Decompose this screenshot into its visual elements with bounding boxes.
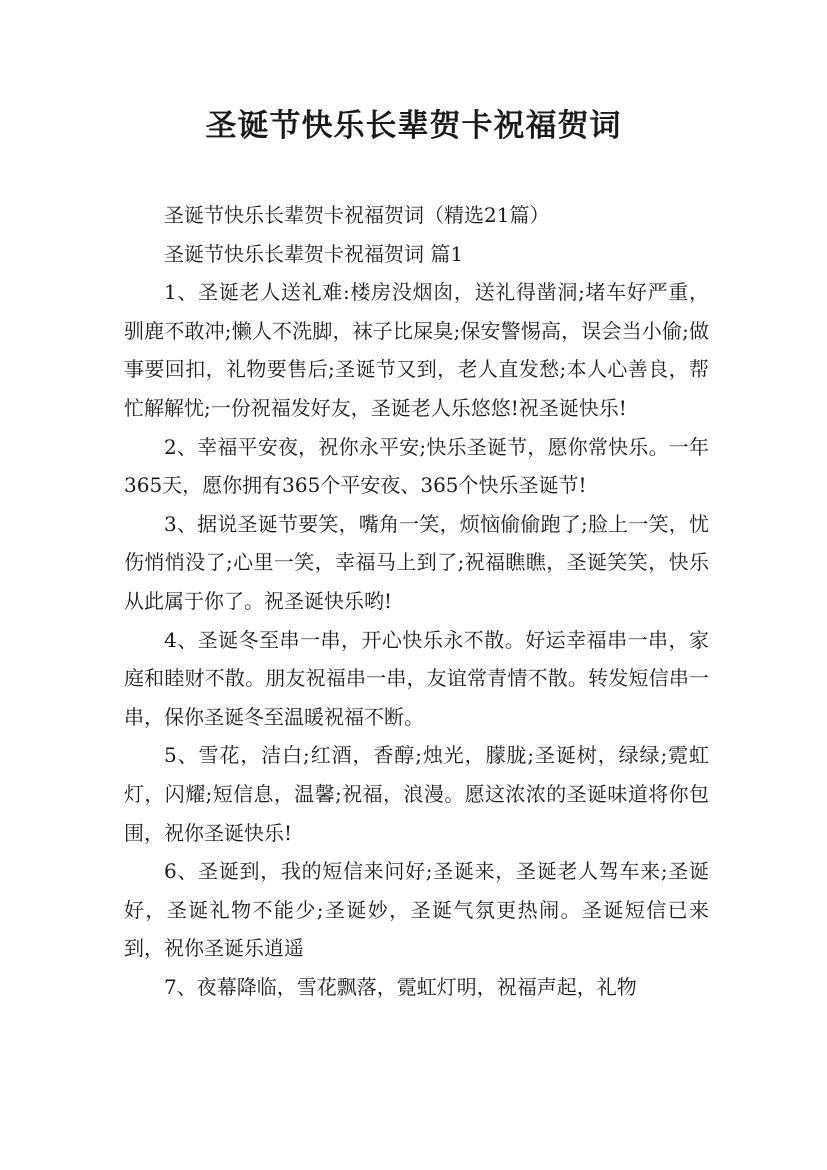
paragraph-4: 4、圣诞冬至串一串，开心快乐永不散。好运幸福串一串，家庭和睦财不散。朋友祝福串一串，友谊常青情不散。转发短信串一串，保你圣诞冬至温暖祝福不断。 bbox=[124, 627, 709, 729]
document-body bbox=[124, 196, 709, 1006]
section-heading: 圣诞节快乐长辈贺卡祝福贺词 篇1 bbox=[164, 241, 464, 266]
paragraph-2: 2、幸福平安夜，祝你永平安;快乐圣诞节，愿你常快乐。一年365天，愿你拥有365个平安夜、365个快乐圣诞节! bbox=[124, 434, 709, 498]
paragraph-5: 5、雪花，洁白;红酒，香醇;烛光，朦胧;圣诞树，绿绿;霓虹灯，闪耀;短信息，温馨;祝福，浪漫。愿这浓浓的圣诞味道将你包围，祝你圣诞快乐! bbox=[124, 743, 709, 845]
document-subtitle: 圣诞节快乐长辈贺卡祝福贺词（精选21篇） bbox=[164, 203, 550, 227]
paragraph-1: 1、圣诞老人送礼难:楼房没烟囱，送礼得凿洞;堵车好严重，驯鹿不敢冲;懒人不洗脚，袜子比屎臭;保安警惕高，误会当小偷;做事要回扣，礼物要售后;圣诞节又到，老人直发愁;本人心善良，帮忙解解忧;一份祝福发好友，圣诞老人乐悠悠!祝圣诞快乐! bbox=[124, 280, 709, 420]
paragraph-6: 6、圣诞到，我的短信来问好;圣诞来，圣诞老人驾车来;圣诞好，圣诞礼物不能少;圣诞妙，圣诞气氛更热闹。圣诞短信已来到，祝你圣诞乐逍遥 bbox=[124, 859, 709, 961]
document-title: 圣诞节快乐长辈贺卡祝福贺词 bbox=[205, 108, 622, 144]
paragraph-3: 3、据说圣诞节要笑，嘴角一笑，烦恼偷偷跑了;脸上一笑，忧伤悄悄没了;心里一笑，幸福马上到了;祝福瞧瞧，圣诞笑笑，快乐从此属于你了。祝圣诞快乐哟! bbox=[124, 511, 709, 613]
paragraph-7: 7、夜幕降临，雪花飘落，霓虹灯明，祝福声起，礼物 bbox=[164, 974, 637, 999]
